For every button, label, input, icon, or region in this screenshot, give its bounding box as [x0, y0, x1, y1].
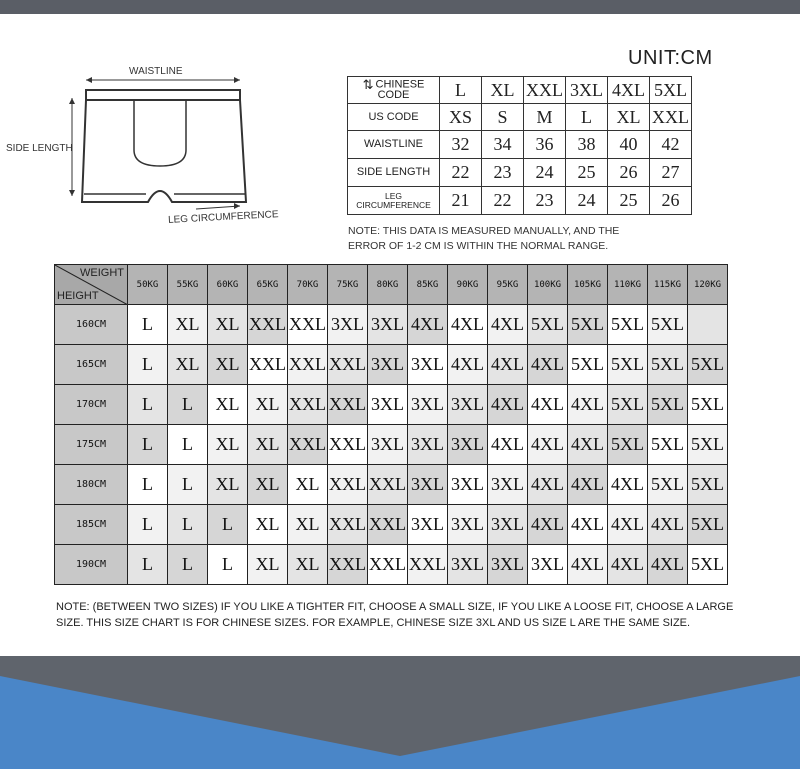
size-cell: 4XL	[448, 345, 488, 385]
size-cell: XL	[168, 305, 208, 345]
weight-header: 90KG	[448, 265, 488, 305]
size-cell: XL	[248, 425, 288, 465]
cell: 26	[650, 187, 692, 215]
size-cell: 3XL	[488, 545, 528, 585]
table-row	[348, 104, 692, 131]
row-header: WAISTLINE	[348, 131, 440, 159]
height-header: 165CM	[55, 345, 128, 385]
size-cell: XXL	[328, 465, 368, 505]
size-cell: 3XL	[368, 385, 408, 425]
row-header: LEG CIRCUMFERENCE	[348, 187, 440, 215]
chevron-down-icon	[0, 656, 800, 769]
bottom-banner	[0, 656, 800, 769]
size-cell: XL	[248, 465, 288, 505]
cell: 23	[524, 187, 566, 215]
weight-header: 70KG	[288, 265, 328, 305]
top-frame	[0, 0, 800, 14]
table-row	[55, 545, 728, 585]
size-cell: L	[128, 345, 168, 385]
leg-circumference-label: LEG CIRCUMFERENCE	[167, 209, 279, 226]
weight-header: 65KG	[248, 265, 288, 305]
size-cell: 3XL	[368, 345, 408, 385]
size-cell	[688, 305, 728, 345]
row-header: ⇅ CHINESE CODE	[348, 77, 440, 104]
height-axis-label: HEIGHT	[57, 290, 99, 302]
size-cell: XXL	[328, 545, 368, 585]
grid-header-row	[55, 265, 728, 305]
size-cell: XXL	[368, 465, 408, 505]
size-cell: L	[128, 505, 168, 545]
cell: XXL	[524, 77, 566, 104]
cell: L	[440, 77, 482, 104]
size-cell: XXL	[328, 505, 368, 545]
size-cell: 3XL	[368, 425, 408, 465]
size-cell: 3XL	[448, 385, 488, 425]
size-cell: 5XL	[608, 385, 648, 425]
size-cell: 4XL	[648, 545, 688, 585]
table-row	[55, 385, 728, 425]
size-cell: XL	[168, 345, 208, 385]
height-header: 185CM	[55, 505, 128, 545]
cell: M	[524, 104, 566, 131]
size-cell: 4XL	[648, 505, 688, 545]
size-cell: L	[168, 465, 208, 505]
unit-label: UNIT:CM	[628, 47, 713, 69]
size-cell: 4XL	[568, 465, 608, 505]
cell: 24	[524, 159, 566, 187]
size-cell: 4XL	[528, 505, 568, 545]
size-cell: 5XL	[648, 385, 688, 425]
size-cell: 4XL	[488, 425, 528, 465]
size-cell: 3XL	[408, 345, 448, 385]
size-cell: 3XL	[448, 545, 488, 585]
size-cell: XL	[208, 345, 248, 385]
size-cell: 4XL	[488, 305, 528, 345]
size-cell: 5XL	[608, 345, 648, 385]
size-cell: XL	[208, 385, 248, 425]
weight-header: 80KG	[368, 265, 408, 305]
size-cell: 4XL	[408, 305, 448, 345]
row-header: US CODE	[348, 104, 440, 131]
table-row	[55, 505, 728, 545]
cell: 24	[566, 187, 608, 215]
size-cell: L	[128, 385, 168, 425]
weight-header: 95KG	[488, 265, 528, 305]
cell: 26	[608, 159, 650, 187]
weight-header: 115KG	[648, 265, 688, 305]
size-cell: 3XL	[528, 545, 568, 585]
size-cell: 4XL	[568, 505, 608, 545]
cell: S	[482, 104, 524, 131]
measurement-note: NOTE: THIS DATA IS MEASURED MANUALLY, AND THE ERROR OF 1-2 CM IS WITHIN THE NORMAL RANGE.	[348, 225, 620, 252]
size-cell: 5XL	[648, 305, 688, 345]
size-code-table	[347, 76, 692, 215]
height-header: 175CM	[55, 425, 128, 465]
table-row	[348, 131, 692, 159]
size-cell: 4XL	[608, 545, 648, 585]
size-cell: 3XL	[408, 465, 448, 505]
size-cell: L	[168, 385, 208, 425]
size-cell: XXL	[288, 385, 328, 425]
cell: XL	[482, 77, 524, 104]
size-cell: 5XL	[528, 305, 568, 345]
cell: 22	[482, 187, 524, 215]
grid-corner	[55, 265, 128, 305]
size-cell: 4XL	[568, 545, 608, 585]
size-cell: 4XL	[528, 345, 568, 385]
cell: 36	[524, 131, 566, 159]
cell: 25	[608, 187, 650, 215]
cell: 40	[608, 131, 650, 159]
height-header: 170CM	[55, 385, 128, 425]
weight-header: 55KG	[168, 265, 208, 305]
size-cell: 3XL	[408, 505, 448, 545]
size-cell: XXL	[328, 385, 368, 425]
cell: 32	[440, 131, 482, 159]
size-cell: XL	[248, 545, 288, 585]
size-cell: XXL	[288, 305, 328, 345]
weight-header: 85KG	[408, 265, 448, 305]
size-cell: L	[128, 545, 168, 585]
weight-header: 120KG	[688, 265, 728, 305]
size-cell: 3XL	[368, 305, 408, 345]
size-cell: 3XL	[408, 385, 448, 425]
size-cell: 4XL	[528, 425, 568, 465]
cell: 25	[566, 159, 608, 187]
sizing-note: NOTE: (BETWEEN TWO SIZES) IF YOU LIKE A TIGHTER FIT, CHOOSE A SMALL SIZE, IF YOU LIKE A LOOSE FIT, CHOOSE A LARGE SIZE. THIS SIZE CHART IS FOR CHINESE SIZES. FOR EXAMPLE, CHINESE SIZE 3XL AND US SIZE L ARE THE SAME SIZE.	[56, 601, 734, 629]
table-row	[348, 187, 692, 215]
size-cell: 3XL	[488, 505, 528, 545]
size-cell: 3XL	[328, 305, 368, 345]
size-cell: 4XL	[568, 385, 608, 425]
size-cell: 3XL	[448, 465, 488, 505]
side-length-label: SIDE LENGTH	[6, 143, 73, 154]
size-cell: 3XL	[488, 465, 528, 505]
size-cell: 5XL	[688, 345, 728, 385]
size-cell: 4XL	[568, 425, 608, 465]
table-row	[55, 305, 728, 345]
swap-arrows-icon: ⇅	[362, 76, 374, 92]
shorts-diagram	[0, 54, 330, 244]
size-cell: XXL	[408, 545, 448, 585]
cell: 5XL	[650, 77, 692, 104]
weight-header: 75KG	[328, 265, 368, 305]
size-cell: 5XL	[568, 305, 608, 345]
size-cell: L	[208, 545, 248, 585]
cell: 23	[482, 159, 524, 187]
size-cell: L	[208, 505, 248, 545]
size-cell: 4XL	[528, 465, 568, 505]
size-cell: XL	[288, 545, 328, 585]
cell: 27	[650, 159, 692, 187]
size-cell: XXL	[328, 345, 368, 385]
size-cell: XXL	[368, 505, 408, 545]
size-cell: 3XL	[448, 425, 488, 465]
size-cell: XL	[248, 505, 288, 545]
size-cell: 4XL	[528, 385, 568, 425]
cell: 4XL	[608, 77, 650, 104]
size-cell: XXL	[288, 345, 328, 385]
size-cell: XL	[288, 505, 328, 545]
size-cell: XXL	[248, 305, 288, 345]
size-cell: 5XL	[608, 305, 648, 345]
size-cell: 5XL	[688, 505, 728, 545]
weight-header: 60KG	[208, 265, 248, 305]
size-cell: 4XL	[608, 465, 648, 505]
size-cell: L	[128, 425, 168, 465]
table-row	[55, 345, 728, 385]
weight-header: 110KG	[608, 265, 648, 305]
size-cell: 4XL	[488, 345, 528, 385]
size-cell: XL	[288, 465, 328, 505]
size-cell: 4XL	[448, 305, 488, 345]
size-cell: L	[168, 425, 208, 465]
table-row	[55, 425, 728, 465]
cell: 3XL	[566, 77, 608, 104]
size-cell: XL	[208, 425, 248, 465]
size-cell: XXL	[288, 425, 328, 465]
table-row	[348, 77, 692, 104]
size-cell: XL	[248, 385, 288, 425]
size-cell: XXL	[328, 425, 368, 465]
size-cell: 5XL	[568, 345, 608, 385]
size-cell: XL	[208, 305, 248, 345]
table-row	[348, 159, 692, 187]
size-cell: L	[128, 465, 168, 505]
cell: 21	[440, 187, 482, 215]
size-cell: 5XL	[688, 465, 728, 505]
size-cell: 3XL	[408, 425, 448, 465]
size-cell: 5XL	[608, 425, 648, 465]
height-header: 160CM	[55, 305, 128, 345]
size-cell: 4XL	[608, 505, 648, 545]
size-cell: 3XL	[448, 505, 488, 545]
cell: 38	[566, 131, 608, 159]
size-cell: 5XL	[688, 385, 728, 425]
size-cell: 5XL	[648, 345, 688, 385]
size-cell: XXL	[368, 545, 408, 585]
waistline-label: WAISTLINE	[129, 66, 183, 77]
size-cell: XL	[208, 465, 248, 505]
height-header: 180CM	[55, 465, 128, 505]
weight-height-size-grid	[54, 264, 728, 585]
size-cell: L	[168, 545, 208, 585]
size-cell: 5XL	[688, 425, 728, 465]
table-row	[55, 465, 728, 505]
cell: XXL	[650, 104, 692, 131]
height-header: 190CM	[55, 545, 128, 585]
weight-header: 50KG	[128, 265, 168, 305]
cell: 22	[440, 159, 482, 187]
size-cell: 4XL	[488, 385, 528, 425]
cell: XS	[440, 104, 482, 131]
size-cell: L	[168, 505, 208, 545]
cell: L	[566, 104, 608, 131]
size-cell: 5XL	[688, 545, 728, 585]
cell: 34	[482, 131, 524, 159]
weight-header: 105KG	[568, 265, 608, 305]
size-cell: L	[128, 305, 168, 345]
size-cell: XXL	[248, 345, 288, 385]
weight-axis-label: WEIGHT	[80, 267, 124, 279]
size-cell: 5XL	[648, 465, 688, 505]
row-header: SIDE LENGTH	[348, 159, 440, 187]
cell: 42	[650, 131, 692, 159]
size-chart-card	[0, 14, 800, 656]
size-cell: 5XL	[648, 425, 688, 465]
cell: XL	[608, 104, 650, 131]
weight-header: 100KG	[528, 265, 568, 305]
